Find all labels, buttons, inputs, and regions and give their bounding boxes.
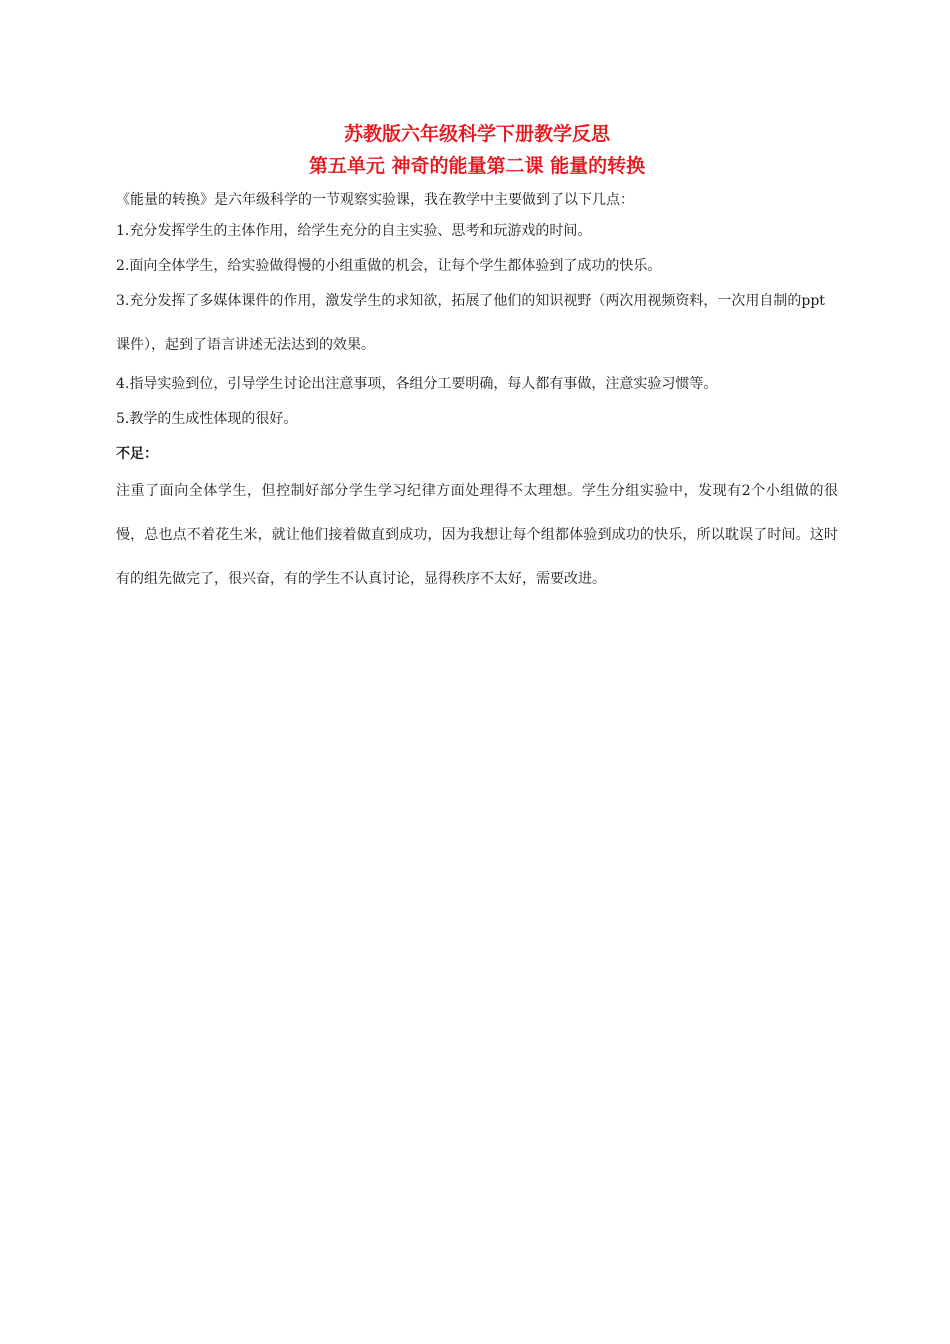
point-3: 3.充分发挥了多媒体课件的作用，激发学生的求知欲，拓展了他们的知识视野（两次用视频资料，一次用自制的ppt课件），起到了语言讲述无法达到的效果。: [116, 293, 825, 353]
point-5: 5.教学的生成性体现的很好。: [116, 411, 298, 427]
document-title: 苏教版六年级科学下册教学反思: [343, 123, 610, 145]
shortcomings-heading: 不足：: [116, 446, 158, 462]
document-content: [116, 118, 838, 601]
point-1: 1.充分发挥学生的主体作用，给学生充分的自主实验、思考和玩游戏的时间。: [116, 223, 592, 239]
point-4: 4.指导实验到位，引导学生讨论出注意事项，各组分工要明确，每人都有事做，注意实验习惯等。: [116, 376, 718, 392]
point-2: 2.面向全体学生，给实验做得慢的小组重做的机会，让每个学生都体验到了成功的快乐。: [116, 258, 662, 274]
document-subtitle: 第五单元 神奇的能量第二课 能量的转换: [308, 155, 646, 177]
intro-paragraph: 《能量的转换》是六年级科学的一节观察实验课，我在教学中主要做到了以下几点：: [116, 192, 634, 208]
shortcomings-paragraph: 注重了面向全体学生，但控制好部分学生学习纪律方面处理得不太理想。学生分组实验中，发现有2个小组做的很慢，总也点不着花生米，就让他们接着做直到成功，因为我想让每个组都体验到成功的快乐，所以耽误了时间。这时有的组先做完了，很兴奋，有的学生不认真讨论，显得秩序不太好，需要改进。: [116, 483, 838, 587]
